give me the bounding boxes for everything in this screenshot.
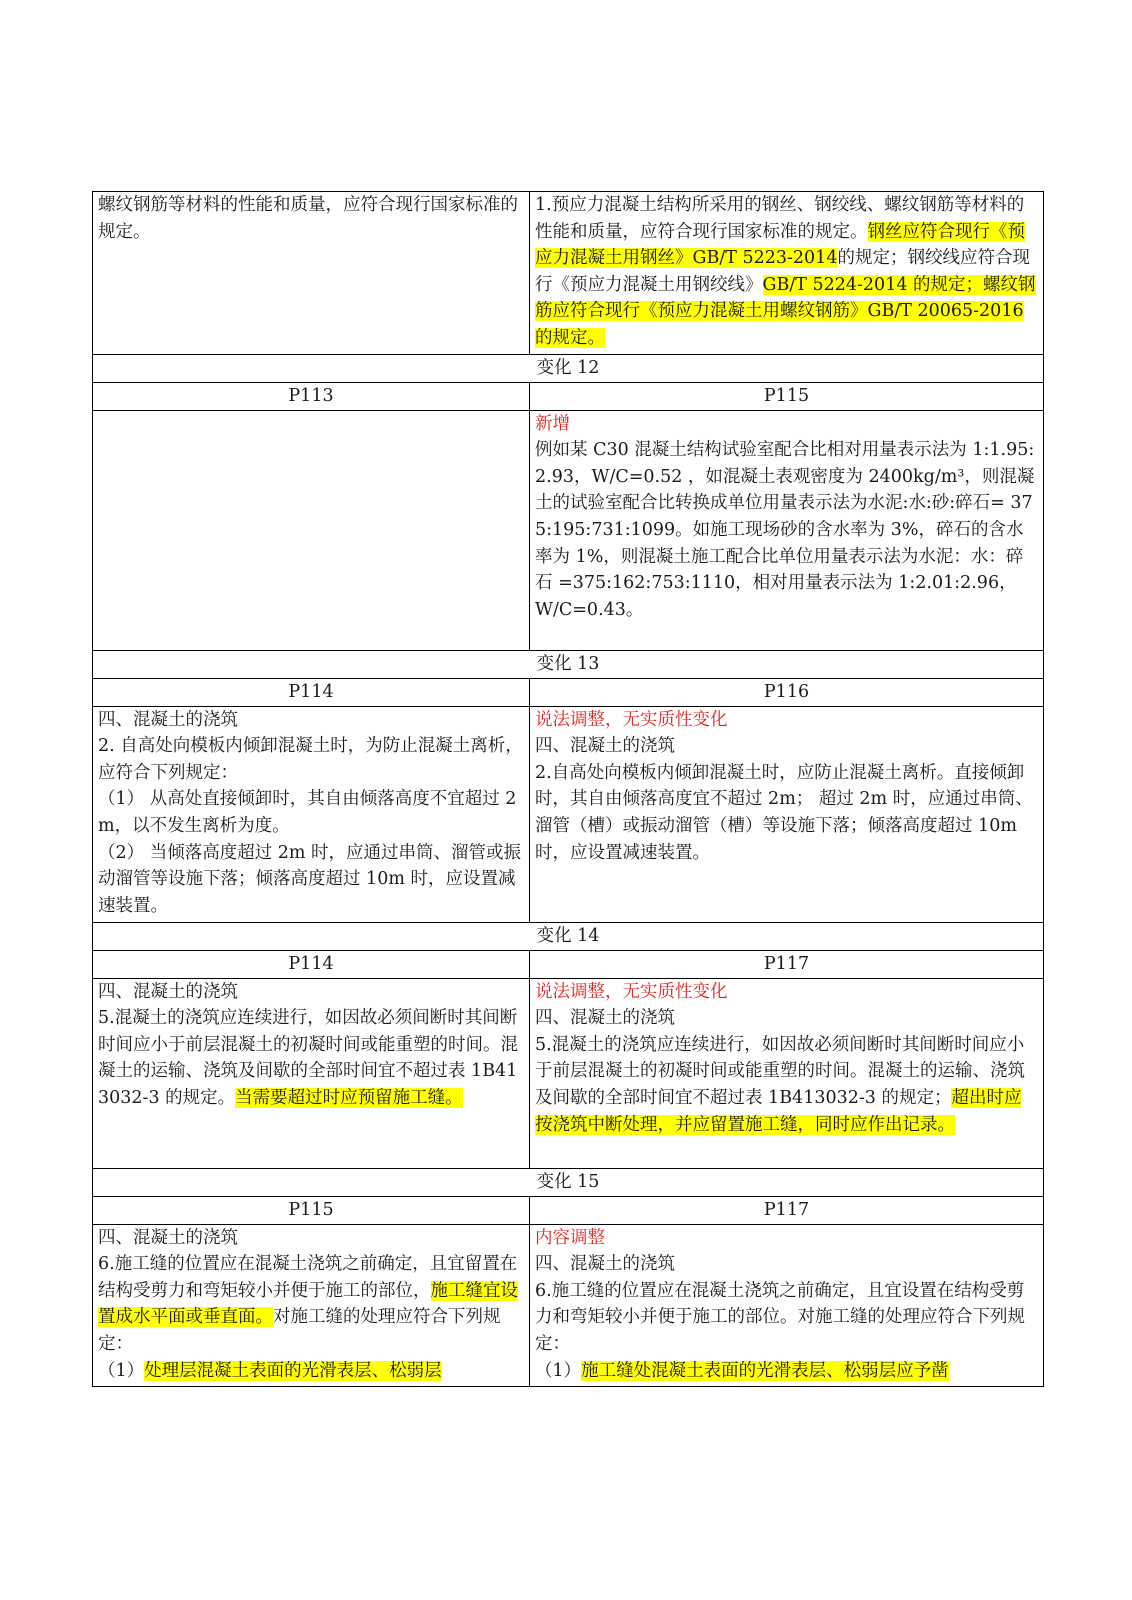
right-heading: 四、混凝土的浇筑 — [535, 1254, 675, 1275]
section-title: 变化 13 — [93, 650, 1044, 678]
left-text: （1） 从高处直接倾卸时，其自由倾落高度不宜超过 2m，以不发生离析为度。 — [98, 789, 517, 836]
table-row — [93, 192, 1044, 355]
highlighted-text: 超出时应按浇筑中断处理，并应留置施工缝，同时应作出记录。 — [535, 1087, 1022, 1135]
highlighted-text: GB/T 5224-2014 的规定；螺纹钢筋应符合现行《预应力混凝土用螺纹钢筋》GB/T 20065-2016 的规定。 — [535, 274, 1036, 348]
section-header-row — [93, 1168, 1044, 1196]
left-text: 6.施工缝的位置应在混凝土浇筑之前确定，且宜留置在结构受剪力和弯矩较小并便于施工的部位， — [98, 1254, 518, 1301]
right-heading: 四、混凝土的浇筑 — [535, 1008, 675, 1029]
left-text: （1） — [98, 1360, 145, 1381]
section-header-row — [93, 922, 1044, 950]
table-row — [93, 1224, 1044, 1387]
page-ref-row — [93, 950, 1044, 978]
old-page-ref: P114 — [93, 678, 530, 706]
change-tag: 说法调整，无实质性变化 — [535, 981, 728, 1002]
highlighted-text: 施工缝处混凝土表面的光滑表层、松弱层应予凿 — [581, 1360, 949, 1381]
table-row — [93, 410, 1044, 650]
highlighted-text: 钢丝应符合现行《预应力混凝土用钢丝》GB/T 5223-2014 — [535, 221, 1025, 269]
left-cell — [93, 192, 530, 355]
right-cell — [530, 978, 1044, 1168]
comparison-table — [92, 191, 1044, 1387]
section-header-row — [93, 650, 1044, 678]
page-ref-row — [93, 678, 1044, 706]
left-cell — [93, 410, 530, 650]
table-row — [93, 978, 1044, 1168]
left-cell — [93, 706, 530, 922]
section-title: 变化 14 — [93, 922, 1044, 950]
section-title: 变化 15 — [93, 1168, 1044, 1196]
section-header-row — [93, 354, 1044, 382]
change-tag: 新增 — [535, 413, 570, 434]
left-cell — [93, 1224, 530, 1387]
left-text: 对施工缝的处理应符合下列规定： — [98, 1307, 501, 1354]
highlighted-text: 当需要超过时应预留施工缝。 — [235, 1087, 463, 1108]
right-cell — [530, 706, 1044, 922]
change-tag: 内容调整 — [535, 1227, 605, 1248]
table-row — [93, 706, 1044, 922]
left-text: 螺纹钢筋等材料的性能和质量，应符合现行国家标准的规定。 — [98, 195, 518, 242]
left-heading: 四、混凝土的浇筑 — [98, 1227, 238, 1248]
highlighted-text: 处理层混凝土表面的光滑表层、松弱层 — [144, 1360, 442, 1381]
right-text: 1.预应力混凝土结构所采用的钢丝、钢绞线、螺纹钢筋等材料的性能和质量，应符合现行国家标准的规定。 — [535, 195, 1025, 242]
right-text: 的规定；钢绞线应符合现行《预应力混凝土用钢绞线》 — [535, 248, 1030, 295]
left-text: 2. 自高处向模板内倾卸混凝土时，为防止混凝土离析，应符合下列规定： — [98, 736, 523, 783]
page-ref-row — [93, 1196, 1044, 1224]
page-ref-row — [93, 382, 1044, 410]
left-heading: 四、混凝土的浇筑 — [98, 709, 238, 730]
old-page-ref: P113 — [93, 382, 530, 410]
new-page-ref: P115 — [530, 382, 1044, 410]
right-cell — [530, 192, 1044, 355]
left-cell — [93, 978, 530, 1168]
left-text: 5.混凝土的浇筑应连续进行，如因故必须间断时其间断时间应小于前层混凝土的初凝时间或能重塑的时间。混凝土的运输、浇筑及间歇的全部时间宜不超过表 1B413032-3 的规定。 — [98, 1008, 518, 1108]
section-title: 变化 12 — [93, 354, 1044, 382]
right-text: 2.自高处向模板内倾卸混凝土时，应防止混凝土离析。直接倾卸时，其自由倾落高度宜不超过 2m； 超过 2m 时，应通过串筒、溜管（槽）或振动溜管（槽）等设施下落；倾落高度超过 10m 时，应设置减速装置。 — [535, 762, 1033, 863]
new-page-ref: P117 — [530, 950, 1044, 978]
right-text: 例如某 C30 混凝土结构试验室配合比相对用量表示法为 1:1.95:2.93，W/C=0.52 ，如混凝土表观密度为 2400kg/m³，则混凝土的试验室配合比转换成单位用量表示法为水泥:水:砂:碎石= 375:195:731:1099。如施工现场砂的含水率为 3%，碎石的含水率为 1%，则混凝土施工配合比单位用量表示法为水泥：水：碎石 =375:162:753:1110，相对用量表示法为 1:2.01:2.96，W/C=0.43。 — [535, 440, 1035, 620]
left-text: （2） 当倾落高度超过 2m 时，应通过串筒、溜管或振动溜管等设施下落；倾落高度超过 10m 时，应设置减速装置。 — [98, 842, 522, 916]
right-cell — [530, 410, 1044, 650]
right-text: 6.施工缝的位置应在混凝土浇筑之前确定，且宜设置在结构受剪力和弯矩较小并便于施工的部位。对施工缝的处理应符合下列规定： — [535, 1280, 1025, 1354]
new-page-ref: P116 — [530, 678, 1044, 706]
old-page-ref: P115 — [93, 1196, 530, 1224]
right-heading: 四、混凝土的浇筑 — [535, 736, 675, 757]
change-tag: 说法调整，无实质性变化 — [535, 709, 728, 730]
right-cell — [530, 1224, 1044, 1387]
right-text: 5.混凝土的浇筑应连续进行，如因故必须间断时其间断时间应小于前层混凝土的初凝时间或能重塑的时间。混凝土的运输、浇筑及间歇的全部时间宜不超过表 1B413032-3 的规定； — [535, 1034, 1025, 1108]
new-page-ref: P117 — [530, 1196, 1044, 1224]
highlighted-text: 施工缝宜设置成水平面或垂直面。 — [98, 1280, 518, 1328]
left-heading: 四、混凝土的浇筑 — [98, 981, 238, 1002]
right-text: （1） — [535, 1360, 582, 1381]
old-page-ref: P114 — [93, 950, 530, 978]
